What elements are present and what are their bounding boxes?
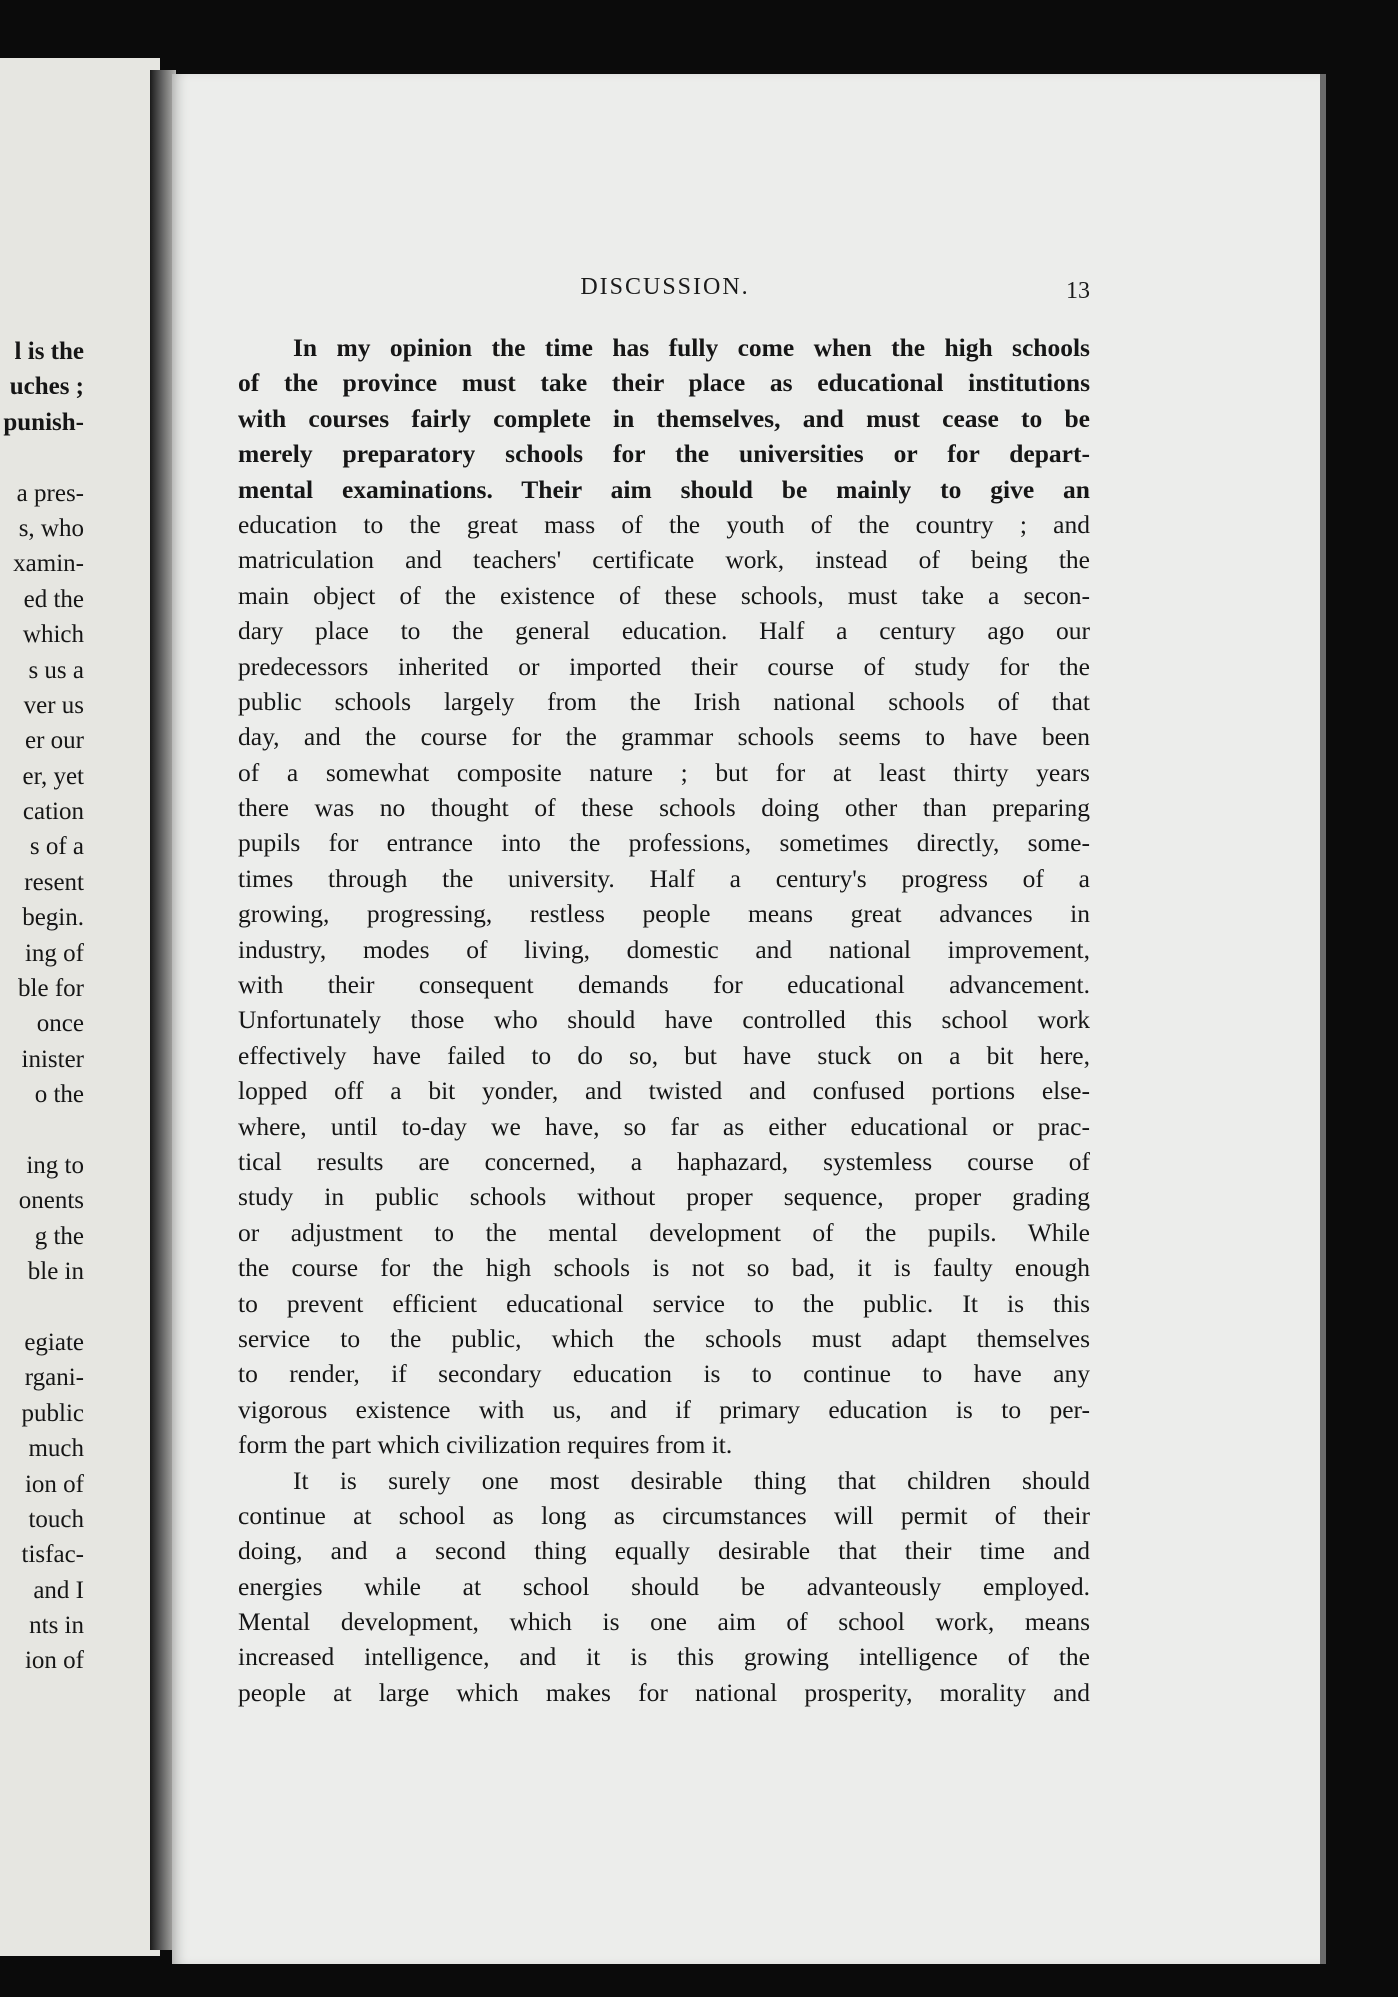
facing-page-line: ion of bbox=[24, 1647, 84, 1675]
text-line: to render, if secondary education is to continue to have any bbox=[238, 1359, 1090, 1389]
facing-page-line: cation bbox=[22, 798, 84, 826]
text-line: or adjustment to the mental development of the pupils. While bbox=[238, 1217, 1090, 1247]
facing-page-line: touch bbox=[28, 1505, 84, 1533]
facing-page-line bbox=[0, 440, 84, 475]
text-line: of the province must take their place as educational institutions bbox=[238, 368, 1090, 398]
facing-page-line: s us a bbox=[28, 656, 84, 684]
facing-page-line: l is the bbox=[14, 338, 84, 365]
facing-page-line: ble in bbox=[27, 1258, 84, 1286]
page-edge bbox=[1320, 74, 1326, 1964]
facing-page-line: a pres- bbox=[16, 479, 84, 507]
running-title: DISCUSSION. bbox=[580, 274, 750, 300]
facing-page-line: and I bbox=[33, 1576, 84, 1604]
facing-page-left bbox=[0, 58, 160, 1956]
facing-page-line: ed the bbox=[23, 585, 84, 613]
paragraph bbox=[238, 1463, 1090, 1711]
facing-page-line: o the bbox=[34, 1081, 84, 1109]
text-line: industry, modes of living, domestic and national improvement, bbox=[238, 934, 1090, 964]
text-line: matriculation and teachers' certificate work, instead of being the bbox=[238, 545, 1090, 575]
paragraph bbox=[238, 330, 1090, 1463]
text-line: growing, progressing, restless people means great advances in bbox=[238, 899, 1090, 929]
facing-page-line: xamin- bbox=[13, 550, 84, 578]
facing-page-line: uches ; bbox=[9, 373, 84, 401]
facing-page-line: onents bbox=[18, 1187, 84, 1215]
text-line: the course for the high schools is not so bad, it is faulty enough bbox=[238, 1253, 1090, 1283]
text-line: In my opinion the time has fully come when the high schools bbox=[293, 333, 1090, 362]
text-line: with courses fairly complete in themselves, and must cease to be bbox=[238, 403, 1090, 433]
facing-page-line: ing of bbox=[24, 939, 84, 967]
facing-page-line: er, yet bbox=[22, 762, 84, 790]
text-line: education to the great mass of the youth of the country ; and bbox=[238, 509, 1090, 539]
facing-page-line: er our bbox=[25, 727, 84, 755]
facing-page-line: begin. bbox=[22, 904, 84, 932]
text-line: doing, and a second thing equally desirable that their time and bbox=[238, 1536, 1090, 1566]
text-line: study in public schools without proper sequence, proper grading bbox=[238, 1182, 1090, 1212]
text-line: dary place to the general education. Half a century ago our bbox=[238, 616, 1090, 646]
text-line: people at large which makes for national prosperity, morality and bbox=[238, 1677, 1090, 1707]
facing-page-line: ver us bbox=[23, 691, 84, 719]
text-line: mental examinations. Their aim should be mainly to give an bbox=[238, 474, 1090, 504]
text-line: increased intelligence, and it is this growing intelligence of the bbox=[238, 1642, 1090, 1672]
text-line: vigorous existence with us, and if primary education is to per- bbox=[238, 1394, 1090, 1424]
facing-page-line: s of a bbox=[29, 833, 84, 861]
facing-page-line: ion of bbox=[24, 1470, 84, 1498]
facing-page-line: rgani- bbox=[24, 1364, 84, 1392]
facing-page-line: public bbox=[21, 1399, 84, 1427]
facing-page-line: ing to bbox=[26, 1151, 84, 1179]
facing-page-line: resent bbox=[24, 868, 84, 896]
text-line: with their consequent demands for educational advancement. bbox=[238, 970, 1090, 1000]
text-line: of a somewhat composite nature ; but for at least thirty years bbox=[238, 757, 1090, 787]
text-line: merely preparatory schools for the universities or for depart- bbox=[238, 439, 1090, 469]
text-line: tical results are concerned, a haphazard, systemless course of bbox=[238, 1146, 1090, 1176]
facing-page-line: nts in bbox=[29, 1612, 84, 1640]
facing-page-line bbox=[0, 1113, 84, 1148]
facing-page-line: ble for bbox=[18, 975, 84, 1003]
facing-page-line: inister bbox=[21, 1045, 84, 1073]
text-line: times through the university. Half a century's progress of a bbox=[238, 863, 1090, 893]
facing-page-line: which bbox=[22, 621, 84, 649]
text-line: where, until to-day we have, so far as either educational or prac- bbox=[238, 1111, 1090, 1141]
facing-page-line: tisfac- bbox=[21, 1541, 84, 1569]
text-line: effectively have failed to do so, but have stuck on a bit here, bbox=[238, 1040, 1090, 1070]
text-line: main object of the existence of these schools, must take a secon- bbox=[238, 580, 1090, 610]
facing-page-line: s, who bbox=[18, 514, 84, 542]
text-line: energies while at school should be advanteously employed. bbox=[238, 1571, 1090, 1601]
text-line: predecessors inherited or imported their course of study for the bbox=[238, 651, 1090, 681]
facing-page-text bbox=[0, 334, 84, 1679]
text-line: It is surely one most desirable thing that children should bbox=[293, 1465, 1090, 1495]
text-line: lopped off a bit yonder, and twisted and confused portions else- bbox=[238, 1076, 1090, 1106]
text-line: to prevent efficient educational service to the public. It is this bbox=[238, 1288, 1090, 1318]
facing-page-line: much bbox=[28, 1435, 84, 1463]
facing-page-line: g the bbox=[34, 1222, 84, 1250]
text-line: Unfortunately those who should have controlled this school work bbox=[238, 1005, 1090, 1035]
text-line: there was no thought of these schools doing other than preparing bbox=[238, 793, 1090, 823]
facing-page-line: egiate bbox=[24, 1328, 84, 1356]
facing-page-line bbox=[0, 1290, 84, 1325]
text-line: Mental development, which is one aim of school work, means bbox=[238, 1607, 1090, 1637]
body-text bbox=[238, 330, 1090, 1710]
text-line: day, and the course for the grammar schools seems to have been bbox=[238, 722, 1090, 752]
facing-page-line: once bbox=[36, 1010, 84, 1038]
page-number: 13 bbox=[1066, 278, 1090, 304]
text-line: continue at school as long as circumstances will permit of their bbox=[238, 1500, 1090, 1530]
text-line: pupils for entrance into the professions, sometimes directly, some- bbox=[238, 828, 1090, 858]
text-line: service to the public, which the schools must adapt themselves bbox=[238, 1323, 1090, 1353]
facing-page-line: punish- bbox=[3, 408, 84, 436]
text-line: form the part which civilization requires from it. bbox=[238, 1430, 733, 1460]
text-line: public schools largely from the Irish national schools of that bbox=[238, 686, 1090, 716]
